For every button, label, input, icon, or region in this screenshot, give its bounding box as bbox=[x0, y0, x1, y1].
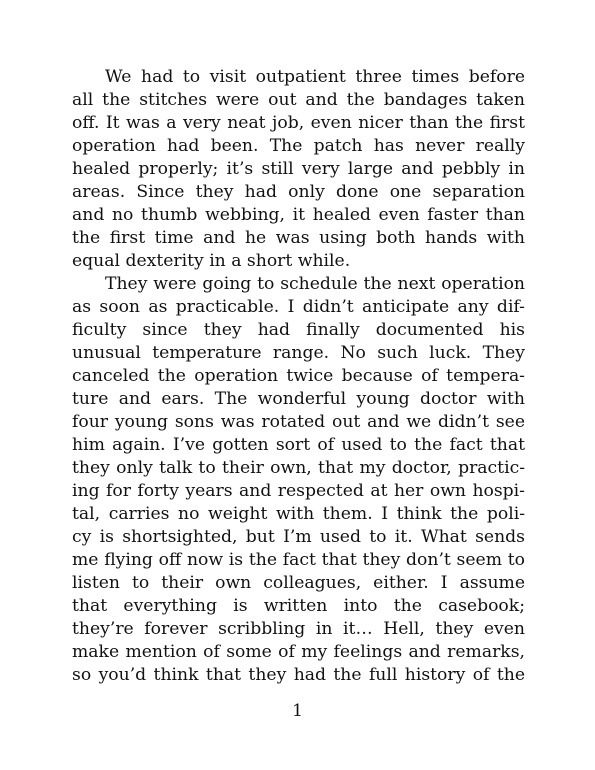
paragraph-2-line-10: ing for forty years and respected at her own hospi- bbox=[72, 481, 525, 501]
paragraph-1-line-2: all the stitches were out and the bandages taken bbox=[72, 90, 525, 110]
paragraph-2-line-3: ficulty since they had finally documented his bbox=[72, 320, 525, 340]
paragraph-1-line-9: equal dexterity in a short while. bbox=[72, 251, 351, 271]
paragraph-2-line-17: make mention of some of my feelings and remarks, bbox=[72, 642, 525, 662]
paragraph-2-line-16: they’re forever scribbling in it… Hell, they even bbox=[72, 619, 525, 639]
paragraph-2-line-6: ture and ears. The wonderful young doctor with bbox=[72, 389, 525, 409]
paragraph-2-line-13: me flying off now is the fact that they don’t seem to bbox=[72, 550, 525, 570]
paragraph-2-line-12: cy is shortsighted, but I’m used to it. What sends bbox=[72, 527, 525, 547]
paragraph-2-line-14: listen to their own colleagues, either. I assume bbox=[72, 573, 525, 593]
paragraph-1-line-4: operation had been. The patch has never really bbox=[72, 136, 525, 156]
paragraph-2-line-4: unusual temperature range. No such luck. They bbox=[72, 343, 525, 363]
paragraph-1-line-1: We had to visit outpatient three times before bbox=[105, 67, 525, 87]
paragraph-2-line-2: as soon as practicable. I didn’t anticipate any dif- bbox=[72, 297, 525, 317]
paragraph-2-line-9: they only talk to their own, that my doctor, practic- bbox=[72, 458, 525, 478]
paragraph-2-line-1: They were going to schedule the next operation bbox=[105, 274, 525, 294]
page-number: 1 bbox=[292, 701, 303, 721]
paragraph-2-line-8: him again. I’ve gotten sort of used to the fact that bbox=[72, 435, 525, 455]
paragraph-1-line-7: and no thumb webbing, it healed even faster than bbox=[72, 205, 525, 225]
paragraph-2-line-7: four young sons was rotated out and we didn’t see bbox=[72, 412, 525, 432]
paragraph-1-line-8: the first time and he was using both hands with bbox=[72, 228, 525, 248]
paragraph-2-line-11: tal, carries no weight with them. I think the poli- bbox=[72, 504, 525, 524]
paragraph-2-line-15: that everything is written into the casebook; bbox=[72, 596, 525, 616]
paragraph-1-line-6: areas. Since they had only done one separation bbox=[72, 182, 525, 202]
paragraph-1-line-3: off. It was a very neat job, even nicer than the first bbox=[72, 113, 525, 133]
paragraph-2-line-5: canceled the operation twice because of tempera- bbox=[72, 366, 525, 386]
paragraph-1-line-5: healed properly; it’s still very large and pebbly in bbox=[72, 159, 525, 179]
paragraph-2-line-18: so you’d think that they had the full history of the bbox=[72, 665, 525, 685]
